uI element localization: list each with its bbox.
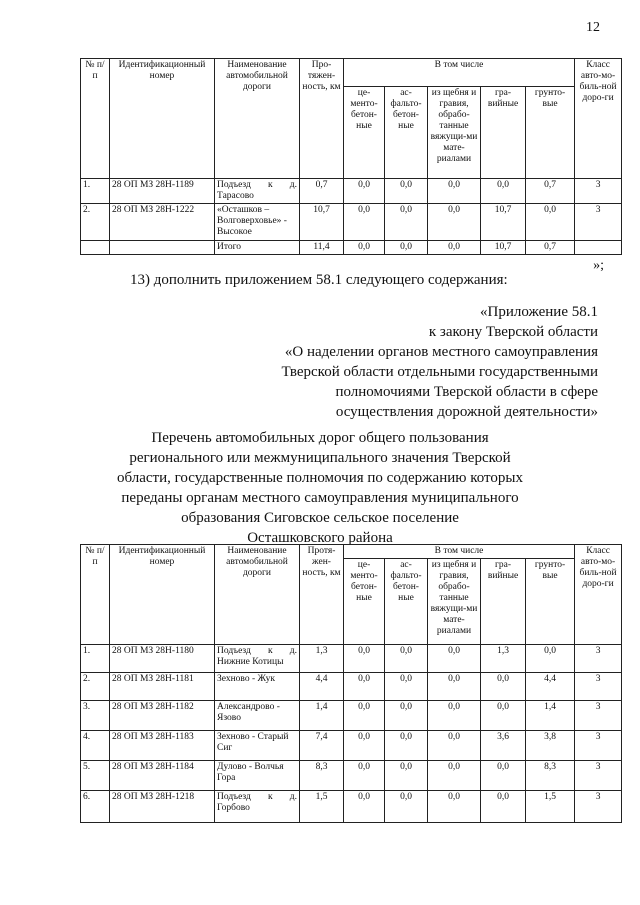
cell-gravel-treated: 0,0 <box>428 673 481 701</box>
cell-length: 1,5 <box>300 791 344 823</box>
cell-class: 3 <box>575 701 622 731</box>
cell-empty <box>575 241 622 255</box>
cell-gravel: 0,0 <box>481 179 526 204</box>
cell-gravel: 1,3 <box>481 645 526 673</box>
list-heading <box>90 428 550 548</box>
heading-line: Осташковского района <box>247 530 393 546</box>
cell-soil: 8,3 <box>526 761 575 791</box>
cell-asphalt: 0,0 <box>385 701 428 731</box>
cell-name: Подъезд к д. Тарасово <box>215 179 300 204</box>
header-cement: це-менто-бетон-ные <box>344 559 385 645</box>
cell-num: 3. <box>81 701 110 731</box>
table-row <box>81 179 622 204</box>
cell-soil: 0,7 <box>526 179 575 204</box>
cell-asphalt: 0,0 <box>385 791 428 823</box>
heading-line: образования Сиговское сельское поселение <box>181 510 459 526</box>
cell-soil: 0,0 <box>526 645 575 673</box>
cell-soil: 4,4 <box>526 673 575 701</box>
cell-gravel-treated: 0,0 <box>428 791 481 823</box>
cell-length: 1,4 <box>300 701 344 731</box>
header-asphalt: ас-фальто-бетон-ные <box>385 559 428 645</box>
appendix-line: полномочиями Тверской области в сфере <box>335 384 598 400</box>
cell-cement: 0,0 <box>344 761 385 791</box>
cell-num: 4. <box>81 731 110 761</box>
cell-class: 3 <box>575 179 622 204</box>
heading-line: регионального или межмуниципального значения Тверской <box>129 450 511 466</box>
table-row <box>81 761 622 791</box>
table-row <box>81 701 622 731</box>
cell-gravel-treated: 0,0 <box>428 701 481 731</box>
roads-table-2 <box>80 544 622 823</box>
cell-length: 10,7 <box>300 204 344 241</box>
appendix-line: «О наделении органов местного самоуправления <box>284 344 598 360</box>
header-class: Класс авто-мо-биль-ной доро-ги <box>575 59 622 179</box>
cell-class: 3 <box>575 645 622 673</box>
header-id: Идентификационный номер <box>110 545 215 645</box>
cell-num: 6. <box>81 791 110 823</box>
cell-length: 8,3 <box>300 761 344 791</box>
appendix-line: Тверской области отдельными государственными <box>281 364 598 380</box>
closing-quote-mark: »; <box>593 258 604 273</box>
cell-cement: 0,0 <box>344 204 385 241</box>
roads-table-1 <box>80 58 622 255</box>
header-gravel: гра-вийные <box>481 87 526 179</box>
table-row <box>81 791 622 823</box>
cell-cement: 0,0 <box>344 731 385 761</box>
heading-line: области, государственные полномочия по содержанию которых <box>117 470 523 486</box>
cell-name: Подъезд к д. Нижние Котицы <box>215 645 300 673</box>
cell-asphalt: 0,0 <box>385 645 428 673</box>
cell-gravel: 10,7 <box>481 204 526 241</box>
total-cement: 0,0 <box>344 241 385 255</box>
cell-gravel: 0,0 <box>481 673 526 701</box>
header-id: Идентификационный номер <box>110 59 215 179</box>
table-row <box>81 673 622 701</box>
header-gravel: гра-вийные <box>481 559 526 645</box>
cell-class: 3 <box>575 761 622 791</box>
cell-class: 3 <box>575 673 622 701</box>
cell-id: 28 ОП МЗ 28Н-1180 <box>110 645 215 673</box>
cell-id: 28 ОП МЗ 28Н-1181 <box>110 673 215 701</box>
cell-gravel: 0,0 <box>481 791 526 823</box>
cell-length: 4,4 <box>300 673 344 701</box>
cell-empty <box>110 241 215 255</box>
appendix-line: «Приложение 58.1 <box>479 304 598 320</box>
cell-gravel-treated: 0,0 <box>428 179 481 204</box>
table-row <box>81 731 622 761</box>
cell-class: 3 <box>575 791 622 823</box>
cell-id: 28 ОП МЗ 28Н-1189 <box>110 179 215 204</box>
cell-name: Подъезд к д. Горбово <box>215 791 300 823</box>
cell-id: 28 ОП МЗ 28Н-1184 <box>110 761 215 791</box>
cell-asphalt: 0,0 <box>385 673 428 701</box>
total-asphalt: 0,0 <box>385 241 428 255</box>
cell-length: 1,3 <box>300 645 344 673</box>
total-length: 11,4 <box>300 241 344 255</box>
cell-name: Зехново - Жук <box>215 673 300 701</box>
cell-gravel: 0,0 <box>481 761 526 791</box>
header-num: № п/п <box>81 545 110 645</box>
table-row <box>81 645 622 673</box>
header-length: Протя-жен-ность, км <box>300 545 344 645</box>
page-number: 12 <box>586 20 600 35</box>
header-including: В том числе <box>344 59 575 87</box>
header-gravel-treated: из щебня и гравия, обрабо-танные вяжущи-ми мате-риалами <box>428 559 481 645</box>
cell-cement: 0,0 <box>344 673 385 701</box>
cell-gravel-treated: 0,0 <box>428 645 481 673</box>
amendment-paragraph: 13) дополнить приложением 58.1 следующего содержания: <box>130 272 508 288</box>
cell-asphalt: 0,0 <box>385 761 428 791</box>
header-length: Про-тяжен-ность, км <box>300 59 344 179</box>
cell-asphalt: 0,0 <box>385 731 428 761</box>
cell-num: 1. <box>81 645 110 673</box>
header-cement: це-менто-бетон-ные <box>344 87 385 179</box>
cell-name: Зехново - Старый Сиг <box>215 731 300 761</box>
header-name: Наименование автомобильной дороги <box>215 545 300 645</box>
cell-id: 28 ОП МЗ 28Н-1222 <box>110 204 215 241</box>
cell-id: 28 ОП МЗ 28Н-1218 <box>110 791 215 823</box>
cell-gravel-treated: 0,0 <box>428 731 481 761</box>
cell-soil: 1,5 <box>526 791 575 823</box>
table-total-row <box>81 241 622 255</box>
cell-gravel: 0,0 <box>481 701 526 731</box>
cell-name: «Осташков – Волговерховье» - Высокое <box>215 204 300 241</box>
appendix-line: к закону Тверской области <box>428 324 598 340</box>
heading-line: переданы органам местного самоуправления муниципального <box>121 490 519 506</box>
header-class: Класс авто-мо-биль-ной доро-ги <box>575 545 622 645</box>
cell-soil: 3,8 <box>526 731 575 761</box>
cell-num: 5. <box>81 761 110 791</box>
appendix-line: осуществления дорожной деятельности» <box>335 404 598 420</box>
cell-gravel: 3,6 <box>481 731 526 761</box>
cell-num: 2. <box>81 204 110 241</box>
cell-empty <box>81 241 110 255</box>
header-soil: грунто-вые <box>526 559 575 645</box>
cell-asphalt: 0,0 <box>385 204 428 241</box>
total-label: Итого <box>215 241 300 255</box>
header-gravel-treated: из щебня и гравия, обрабо-танные вяжущи-ми мате-риалами <box>428 87 481 179</box>
header-soil: грунто-вые <box>526 87 575 179</box>
header-num: № п/п <box>81 59 110 179</box>
cell-name: Александрово - Язово <box>215 701 300 731</box>
cell-cement: 0,0 <box>344 645 385 673</box>
cell-cement: 0,0 <box>344 179 385 204</box>
cell-id: 28 ОП МЗ 28Н-1183 <box>110 731 215 761</box>
cell-gravel-treated: 0,0 <box>428 761 481 791</box>
cell-num: 1. <box>81 179 110 204</box>
header-including: В том числе <box>344 545 575 559</box>
cell-soil: 0,0 <box>526 204 575 241</box>
cell-cement: 0,0 <box>344 791 385 823</box>
total-gravel-treated: 0,0 <box>428 241 481 255</box>
cell-gravel-treated: 0,0 <box>428 204 481 241</box>
cell-num: 2. <box>81 673 110 701</box>
cell-name: Дулово - Волчья Гора <box>215 761 300 791</box>
total-soil: 0,7 <box>526 241 575 255</box>
header-name: Наименование автомобильной дороги <box>215 59 300 179</box>
cell-length: 0,7 <box>300 179 344 204</box>
cell-asphalt: 0,0 <box>385 179 428 204</box>
cell-class: 3 <box>575 204 622 241</box>
cell-cement: 0,0 <box>344 701 385 731</box>
appendix-header <box>198 302 598 422</box>
table-row <box>81 204 622 241</box>
cell-length: 7,4 <box>300 731 344 761</box>
cell-id: 28 ОП МЗ 28Н-1182 <box>110 701 215 731</box>
cell-soil: 1,4 <box>526 701 575 731</box>
total-gravel: 10,7 <box>481 241 526 255</box>
cell-class: 3 <box>575 731 622 761</box>
heading-line: Перечень автомобильных дорог общего пользования <box>151 430 489 446</box>
header-asphalt: ас-фальто-бетон-ные <box>385 87 428 179</box>
